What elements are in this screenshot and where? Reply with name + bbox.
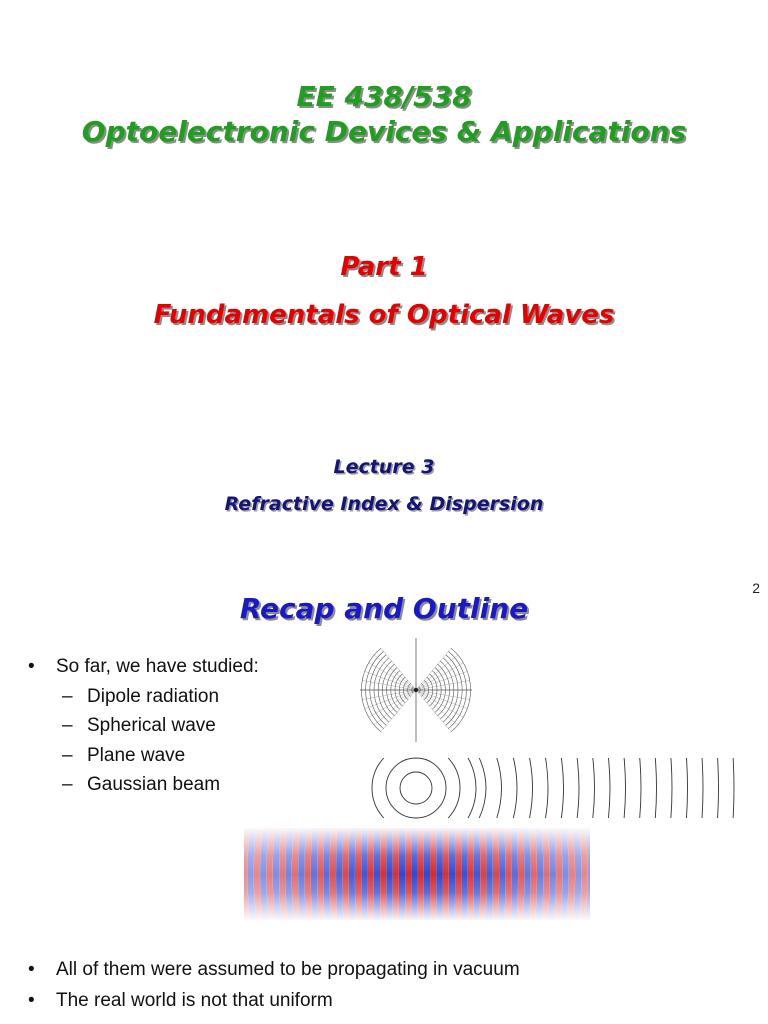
plane-wavefront — [513, 758, 517, 818]
plane-wavefront — [530, 758, 533, 818]
bullet-item — [28, 656, 259, 678]
plane-wavefront — [624, 758, 625, 818]
bullet-marker: • — [28, 656, 35, 677]
sub-bullet-item — [62, 686, 219, 708]
dipole-field-line — [374, 655, 416, 690]
wavefront-figure — [366, 756, 752, 820]
sub-bullet-item — [62, 715, 216, 737]
bullet-item — [28, 959, 520, 981]
sub-bullet-text: Dipole radiation — [87, 686, 220, 707]
spherical-wavefront — [372, 758, 384, 818]
lecture-label: Lecture 3 — [333, 456, 435, 478]
plane-wavefront — [671, 758, 672, 818]
plane-wavefront — [577, 758, 579, 818]
slide-heading: Recap and Outline — [239, 592, 529, 625]
plane-wavefront — [593, 758, 595, 818]
gaussian-beam-envelope — [244, 828, 590, 920]
gaussian-beam-figure — [244, 828, 590, 920]
spherical-wavefront — [448, 758, 460, 818]
dipole-radiation-figure — [358, 636, 474, 744]
page-number: 2 — [752, 580, 760, 596]
bullet-text: The real world is not that uniform — [56, 990, 333, 1011]
plane-wavefront — [479, 758, 486, 818]
sub-bullet-item — [62, 774, 220, 796]
plane-wavefront — [561, 758, 563, 818]
spherical-wavefront — [468, 758, 476, 818]
plane-wavefront — [655, 758, 656, 818]
sub-bullet-item — [62, 745, 185, 767]
spherical-wavefront — [416, 758, 446, 818]
sub-bullet-marker: – — [62, 715, 73, 736]
dipole-field-line — [416, 690, 458, 725]
sub-bullet-marker: – — [62, 686, 73, 707]
plane-wavefront — [702, 758, 703, 818]
plane-wavefront — [497, 758, 502, 818]
plane-wavefront — [546, 758, 548, 818]
plane-wavefront — [608, 758, 610, 818]
bullet-item — [28, 990, 333, 1012]
part-name: Fundamentals of Optical Waves — [153, 300, 615, 330]
sub-bullet-marker: – — [62, 774, 73, 795]
lecture-topic: Refractive Index & Dispersion — [224, 493, 544, 515]
spherical-wavefront — [400, 772, 432, 804]
plane-wavefront — [718, 758, 719, 818]
sub-bullet-text: Spherical wave — [87, 715, 216, 736]
dipole-field-line — [416, 655, 458, 690]
plane-wavefront — [686, 758, 687, 818]
spherical-wavefront — [386, 758, 416, 818]
bullet-text: All of them were assumed to be propagating in vacuum — [56, 959, 520, 980]
course-code-title: EE 438/538 — [296, 80, 472, 113]
bullet-marker: • — [28, 959, 35, 980]
course-name-title: Optoelectronic Devices & Applications — [81, 115, 687, 148]
bullet-text: So far, we have studied: — [56, 656, 259, 677]
dipole-source — [414, 688, 418, 692]
part-label: Part 1 — [340, 252, 428, 282]
sub-bullet-marker: – — [62, 745, 73, 766]
dipole-field-line — [374, 690, 416, 725]
bullet-marker: • — [28, 990, 35, 1011]
plane-wavefront — [733, 758, 734, 818]
sub-bullet-text: Plane wave — [87, 745, 186, 766]
sub-bullet-text: Gaussian beam — [87, 774, 221, 795]
plane-wavefront — [640, 758, 641, 818]
